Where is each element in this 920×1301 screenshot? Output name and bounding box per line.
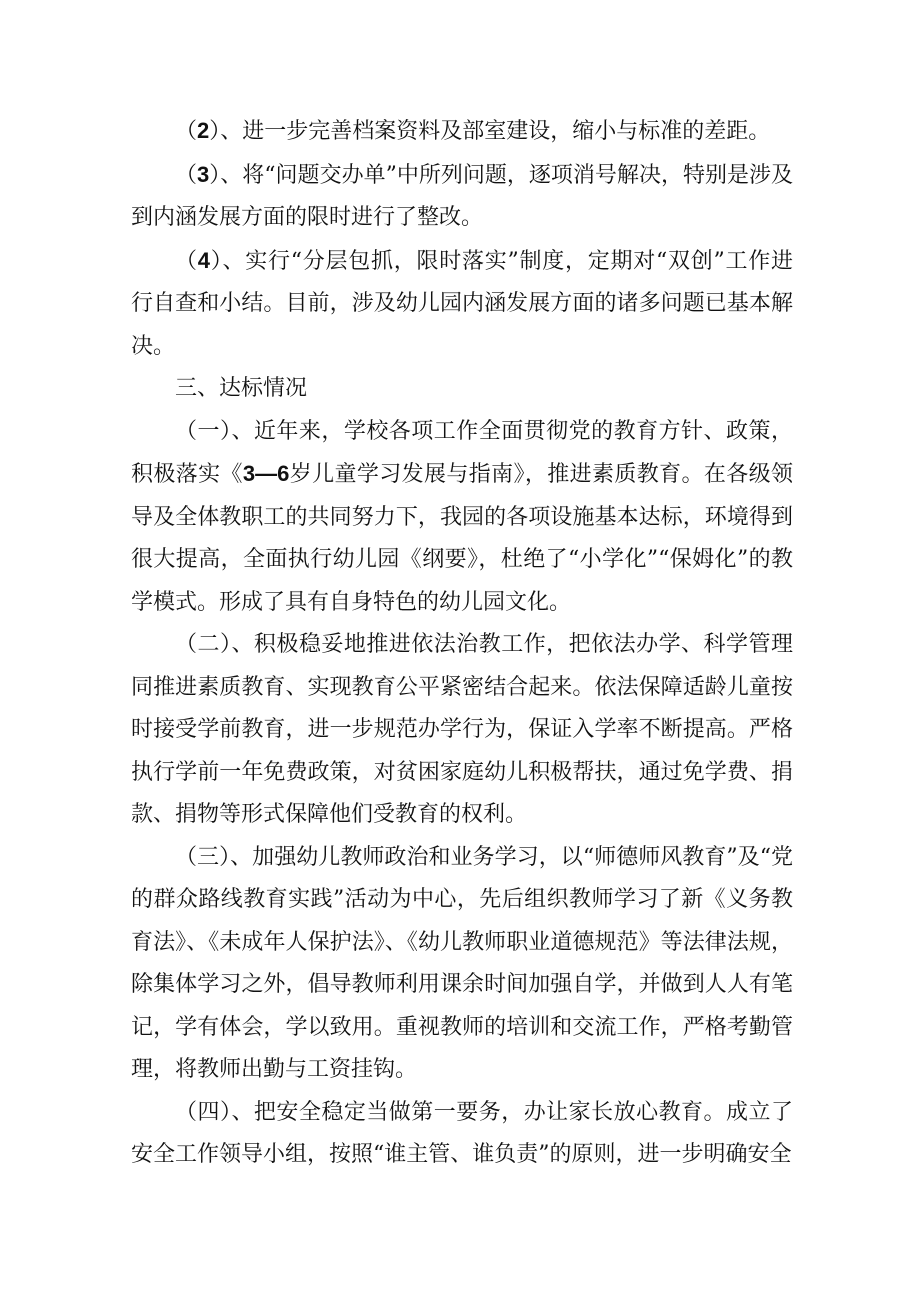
item-3-number: 3: [197, 161, 210, 187]
paragraph-item-2: [131, 110, 793, 154]
item-4-number: 4: [197, 247, 210, 273]
item-2-open: （: [175, 119, 198, 144]
section-heading: 三、达标情况: [175, 376, 308, 401]
paragraph-section-two: （二）、积极稳妥地推进依法治教工作，把依法办学、科学管理同推进素质教育、实现教育公平紧密结合起来。依法保障适龄儿童按时接受学前教育，进一步规范办学行为，保证入学率不断提高。严格执行学前一年免费政策，对贫困家庭幼儿积极帮扶，通过免学费、捐款、捐物等形式保障他们受教育的权利。: [131, 632, 793, 827]
item-3-text: ）、将“问题交办单”中所列问题，逐项消号解决，特别是涉及到内涵发展方面的限时进行了整改。: [131, 162, 793, 230]
item-2-number: 2: [197, 118, 210, 143]
section-one-text-b: 岁儿童学习发展与指南》，推进素质教育。在各级领导及全体教职工的共同努力下，我园的各项设施基本达标，环境得到很大提高，全面执行幼儿园《纲要》，杜绝了“小学化”“保姆化”的教学模式。形成了具有自身特色的幼儿园文化。: [131, 462, 793, 615]
paragraph-section-four: （四）、把安全稳定当做第一要务，办让家长放心教育。成立了安全工作领导小组，按照“谁主管、谁负责”的原则，进一步明确安全: [131, 1099, 793, 1167]
paragraph-section-three: （三）、加强幼儿教师政治和业务学习，以“师德师风教育”及“党的群众路线教育实践”活动为中心，先后组织教师学习了新《义务教育法》、《未成年人保护法》、《幼儿教师职业道德规范》等法律法规，除集体学习之外，倡导教师利用课余时间加强自学，并做到人人有笔记，学有体会，学以致用。重视教师的培训和交流工作，严格考勤管理，将教师出勤与工资挂钩。: [131, 844, 793, 1082]
paragraph-item-3: [131, 154, 793, 240]
item-4-open: （: [175, 248, 198, 274]
section-one-age-range: 3—6: [242, 461, 290, 486]
paragraph-section-one: [131, 411, 793, 625]
item-3-open: （: [175, 162, 198, 188]
item-2-text: ）、进一步完善档案资料及部室建设，缩小与标准的差距。: [209, 119, 771, 144]
document-body: [131, 110, 793, 1177]
paragraph-item-4: [131, 240, 793, 369]
item-4-text: ）、实行“分层包抓，限时落实”制度，定期对“双创”工作进行自查和小结。目前，涉及幼儿园内涵发展方面的诸多问题已基本解决。: [131, 248, 793, 359]
section-one-text-a: （一）、近年来，学校各项工作全面贯彻党的教育方针、政策，积极落实《: [131, 418, 793, 487]
